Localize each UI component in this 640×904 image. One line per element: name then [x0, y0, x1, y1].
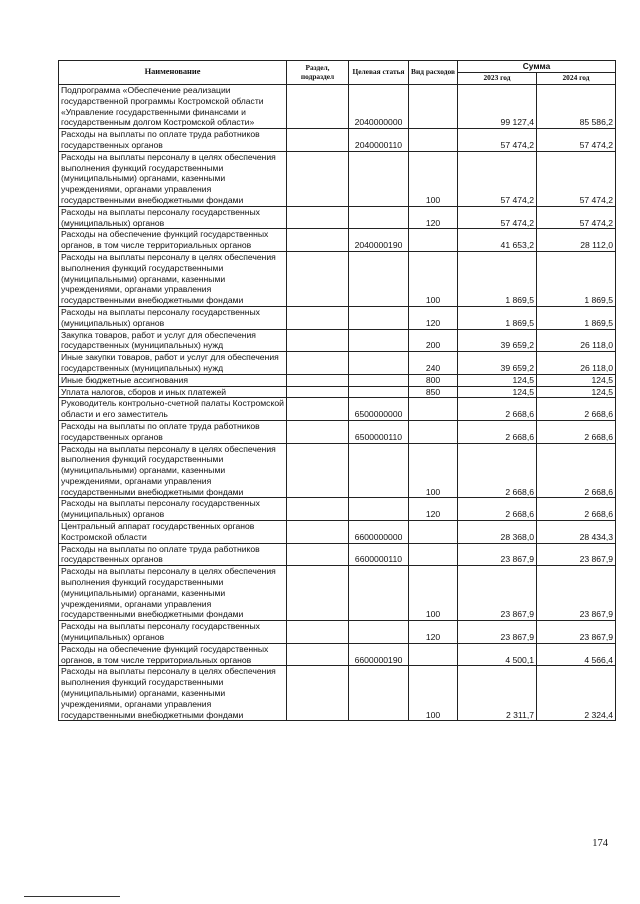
- row-section: [287, 85, 349, 129]
- row-target: 2040000190: [349, 229, 409, 252]
- row-name: Расходы на выплаты персоналу государственных (муниципальных) органов: [59, 206, 287, 229]
- row-sum-2024: 85 586,2: [537, 85, 616, 129]
- row-name: Подпрограмма «Обеспечение реализации государственной программы Костромской области «Управление государственными финансами и государственным долгом Костромской области»: [59, 85, 287, 129]
- row-target: [349, 666, 409, 721]
- row-sum-2023: 124,5: [458, 386, 537, 398]
- table-row: [59, 306, 616, 329]
- row-type: 100: [409, 666, 458, 721]
- header-name: Наименование: [59, 61, 287, 85]
- row-name: Расходы на выплаты персоналу в целях обеспечения выполнения функций государственными (муниципальными) органами, казенными учреждениями, органами управления государственными внебюджетными фондами: [59, 251, 287, 306]
- row-sum-2023: 124,5: [458, 374, 537, 386]
- row-sum-2023: 1 869,5: [458, 306, 537, 329]
- row-name: Расходы на выплаты персоналу в целях обеспечения выполнения функций государственными (муниципальными) органами, казенными учреждениями, органами управления государственными внебюджетными фондами: [59, 443, 287, 498]
- row-section: [287, 498, 349, 521]
- row-name: Расходы на выплаты по оплате труда работников государственных органов: [59, 129, 287, 152]
- row-name: Расходы на выплаты персоналу государственных (муниципальных) органов: [59, 621, 287, 644]
- row-type: [409, 85, 458, 129]
- row-sum-2024: 23 867,9: [537, 566, 616, 621]
- row-sum-2023: 39 659,2: [458, 329, 537, 352]
- table-row: [59, 352, 616, 375]
- table-body: [59, 85, 616, 721]
- table-row: [59, 206, 616, 229]
- row-name: Руководитель контрольно-счетной палаты Костромской области и его заместитель: [59, 398, 287, 421]
- row-sum-2024: 57 474,2: [537, 129, 616, 152]
- row-target: [349, 206, 409, 229]
- header-sum: Сумма: [458, 61, 616, 73]
- row-type: 850: [409, 386, 458, 398]
- row-sum-2024: 1 869,5: [537, 306, 616, 329]
- row-sum-2024: 124,5: [537, 386, 616, 398]
- row-sum-2023: 23 867,9: [458, 543, 537, 566]
- row-target: 6600000110: [349, 543, 409, 566]
- row-section: [287, 129, 349, 152]
- row-target: 6600000000: [349, 521, 409, 544]
- row-sum-2024: 124,5: [537, 374, 616, 386]
- row-name: Расходы на выплаты персоналу государственных (муниципальных) органов: [59, 498, 287, 521]
- row-sum-2024: 2 324,4: [537, 666, 616, 721]
- row-sum-2024: 23 867,9: [537, 621, 616, 644]
- row-section: [287, 566, 349, 621]
- row-sum-2023: 1 869,5: [458, 251, 537, 306]
- table-row: [59, 85, 616, 129]
- table-row: [59, 498, 616, 521]
- row-type: 100: [409, 443, 458, 498]
- row-section: [287, 352, 349, 375]
- row-target: [349, 374, 409, 386]
- header-target: Целевая статья: [349, 61, 409, 85]
- row-type: 100: [409, 566, 458, 621]
- table-row: [59, 420, 616, 443]
- row-name: Расходы на выплаты по оплате труда работников государственных органов: [59, 420, 287, 443]
- table-row: [59, 566, 616, 621]
- row-sum-2024: 28 112,0: [537, 229, 616, 252]
- row-section: [287, 374, 349, 386]
- row-sum-2023: 2 668,6: [458, 498, 537, 521]
- table-row: [59, 374, 616, 386]
- row-section: [287, 329, 349, 352]
- row-target: [349, 251, 409, 306]
- row-sum-2024: 26 118,0: [537, 352, 616, 375]
- row-name: Иные бюджетные ассигнования: [59, 374, 287, 386]
- row-sum-2023: 39 659,2: [458, 352, 537, 375]
- row-sum-2024: 23 867,9: [537, 543, 616, 566]
- row-sum-2023: 23 867,9: [458, 566, 537, 621]
- table-row: [59, 443, 616, 498]
- row-sum-2023: 2 668,6: [458, 443, 537, 498]
- row-sum-2023: 2 668,6: [458, 420, 537, 443]
- row-type: 120: [409, 498, 458, 521]
- row-section: [287, 151, 349, 206]
- row-sum-2024: 4 566,4: [537, 643, 616, 666]
- row-section: [287, 251, 349, 306]
- table-row: [59, 329, 616, 352]
- row-sum-2024: 1 869,5: [537, 251, 616, 306]
- row-name: Расходы на выплаты персоналу государственных (муниципальных) органов: [59, 306, 287, 329]
- row-sum-2023: 28 368,0: [458, 521, 537, 544]
- row-sum-2023: 57 474,2: [458, 151, 537, 206]
- row-section: [287, 521, 349, 544]
- row-name: Расходы на выплаты персоналу в целях обеспечения выполнения функций государственными (муниципальными) органами, казенными учреждениями, органами управления государственными внебюджетными фондами: [59, 666, 287, 721]
- row-target: [349, 306, 409, 329]
- row-type: 100: [409, 151, 458, 206]
- row-sum-2023: 99 127,4: [458, 85, 537, 129]
- table-row: [59, 666, 616, 721]
- table-row: [59, 621, 616, 644]
- row-type: [409, 398, 458, 421]
- table-row: [59, 386, 616, 398]
- row-sum-2024: 57 474,2: [537, 206, 616, 229]
- row-target: [349, 352, 409, 375]
- row-sum-2024: 28 434,3: [537, 521, 616, 544]
- row-target: [349, 386, 409, 398]
- table-row: [59, 543, 616, 566]
- row-target: [349, 329, 409, 352]
- row-name: Центральный аппарат государственных органов Костромской области: [59, 521, 287, 544]
- row-name: Расходы на обеспечение функций государственных органов, в том числе территориальных органов: [59, 643, 287, 666]
- footnote-divider: [24, 896, 120, 897]
- row-name: Закупка товаров, работ и услуг для обеспечения государственных (муниципальных) нужд: [59, 329, 287, 352]
- row-type: 800: [409, 374, 458, 386]
- row-section: [287, 306, 349, 329]
- header-section: Раздел, подраздел: [287, 61, 349, 85]
- table-row: [59, 129, 616, 152]
- row-sum-2024: 2 668,6: [537, 498, 616, 521]
- row-type: 240: [409, 352, 458, 375]
- row-type: 120: [409, 306, 458, 329]
- row-target: [349, 443, 409, 498]
- table-row: [59, 151, 616, 206]
- table-row: [59, 398, 616, 421]
- row-sum-2023: 23 867,9: [458, 621, 537, 644]
- row-section: [287, 398, 349, 421]
- row-name: Расходы на выплаты персоналу в целях обеспечения выполнения функций государственными (муниципальными) органами, казенными учреждениями, органами управления государственными внебюджетными фондами: [59, 151, 287, 206]
- row-target: [349, 621, 409, 644]
- row-section: [287, 386, 349, 398]
- header-year-2024: 2024 год: [537, 73, 616, 85]
- row-section: [287, 543, 349, 566]
- row-target: 6600000190: [349, 643, 409, 666]
- table-row: [59, 643, 616, 666]
- row-type: [409, 521, 458, 544]
- row-sum-2024: 26 118,0: [537, 329, 616, 352]
- row-sum-2023: 4 500,1: [458, 643, 537, 666]
- row-target: [349, 498, 409, 521]
- row-name: Иные закупки товаров, работ и услуг для обеспечения государственных (муниципальных) нужд: [59, 352, 287, 375]
- row-type: [409, 643, 458, 666]
- row-section: [287, 621, 349, 644]
- row-sum-2023: 2 311,7: [458, 666, 537, 721]
- table-row: [59, 521, 616, 544]
- row-section: [287, 206, 349, 229]
- row-section: [287, 420, 349, 443]
- row-section: [287, 229, 349, 252]
- row-type: [409, 229, 458, 252]
- budget-table: [58, 60, 616, 721]
- row-section: [287, 443, 349, 498]
- row-target: [349, 566, 409, 621]
- row-name: Расходы на выплаты по оплате труда работников государственных органов: [59, 543, 287, 566]
- table-row: [59, 229, 616, 252]
- row-type: 120: [409, 621, 458, 644]
- row-section: [287, 666, 349, 721]
- row-type: 200: [409, 329, 458, 352]
- row-name: Уплата налогов, сборов и иных платежей: [59, 386, 287, 398]
- header-type: Вид расходов: [409, 61, 458, 85]
- row-sum-2023: 57 474,2: [458, 206, 537, 229]
- row-sum-2024: 2 668,6: [537, 420, 616, 443]
- row-sum-2024: 57 474,2: [537, 151, 616, 206]
- table-row: [59, 251, 616, 306]
- row-type: [409, 420, 458, 443]
- row-sum-2023: 41 653,2: [458, 229, 537, 252]
- row-name: Расходы на обеспечение функций государственных органов, в том числе территориальных органов: [59, 229, 287, 252]
- row-target: [349, 151, 409, 206]
- row-type: [409, 543, 458, 566]
- row-type: [409, 129, 458, 152]
- row-target: 2040000000: [349, 85, 409, 129]
- row-sum-2023: 57 474,2: [458, 129, 537, 152]
- row-section: [287, 643, 349, 666]
- row-sum-2024: 2 668,6: [537, 443, 616, 498]
- row-target: 2040000110: [349, 129, 409, 152]
- row-type: 100: [409, 251, 458, 306]
- row-sum-2023: 2 668,6: [458, 398, 537, 421]
- row-type: 120: [409, 206, 458, 229]
- row-target: 6500000000: [349, 398, 409, 421]
- row-name: Расходы на выплаты персоналу в целях обеспечения выполнения функций государственными (муниципальными) органами, казенными учреждениями, органами управления государственными внебюджетными фондами: [59, 566, 287, 621]
- page-number: 174: [592, 838, 608, 849]
- row-target: 6500000110: [349, 420, 409, 443]
- row-sum-2024: 2 668,6: [537, 398, 616, 421]
- header-year-2023: 2023 год: [458, 73, 537, 85]
